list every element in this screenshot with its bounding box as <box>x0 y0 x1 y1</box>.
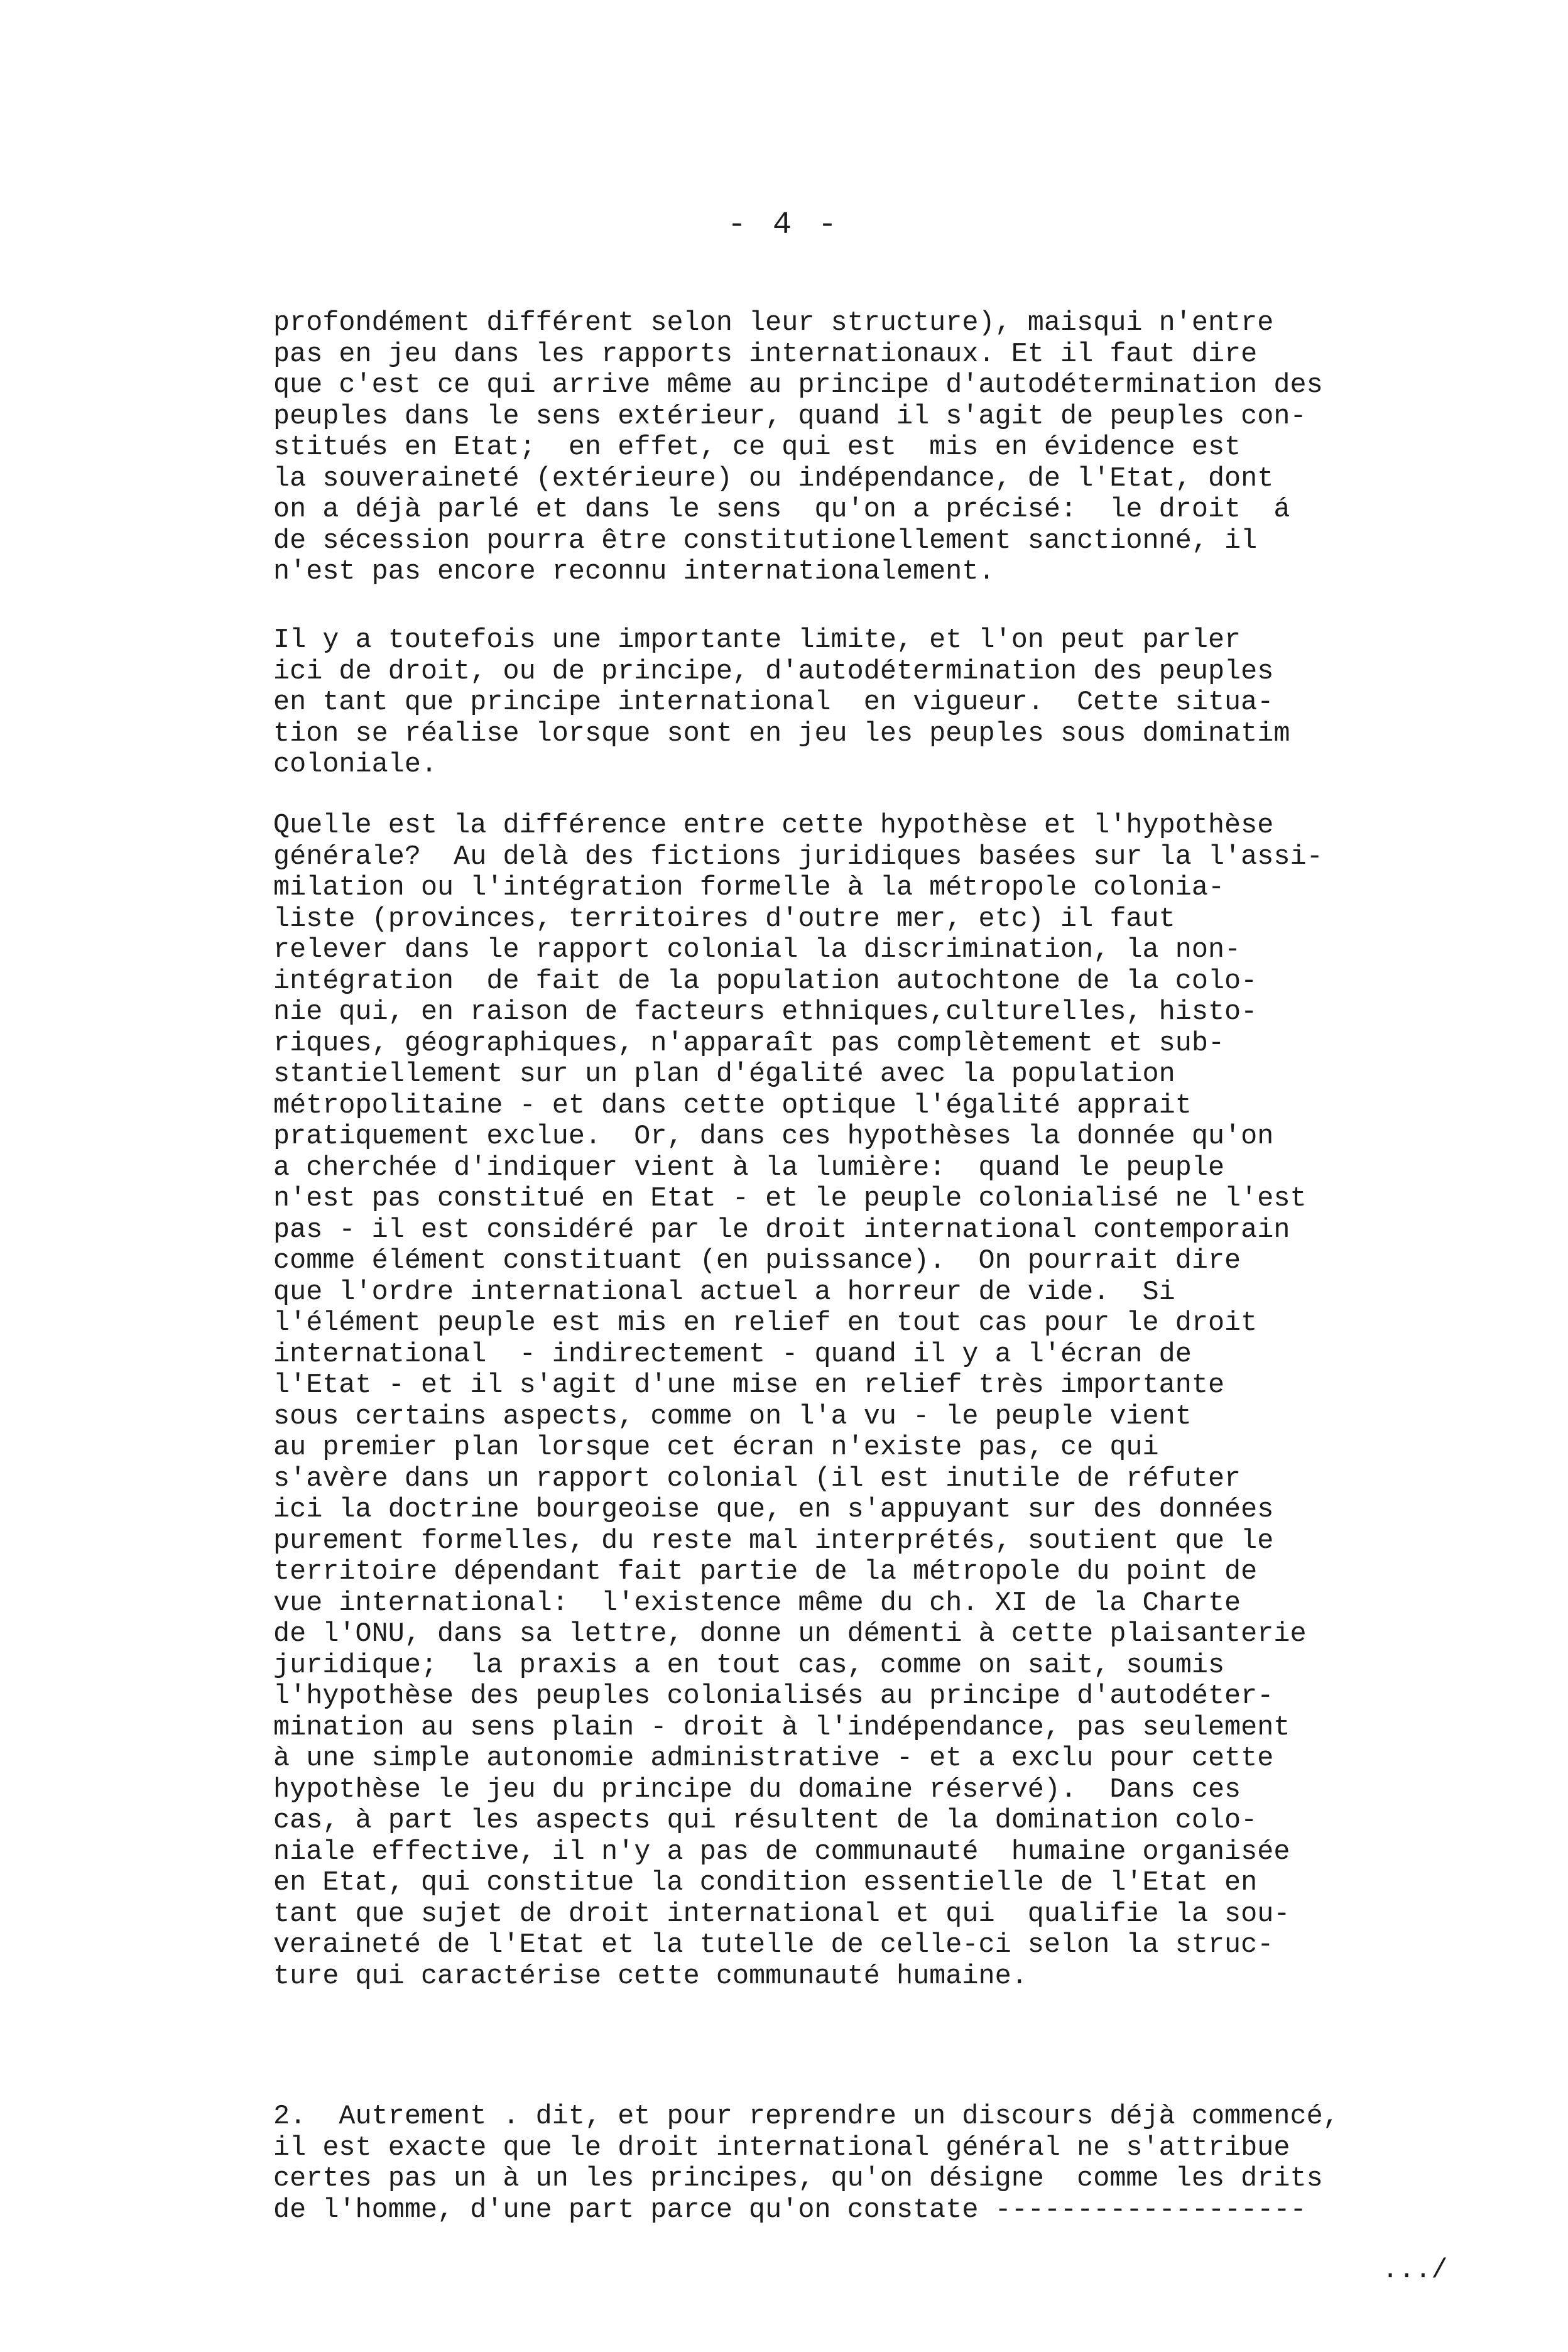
paragraph-1: profondément différent selon leur structure), maisqui n'entre pas en jeu dans les rapports internationaux. Et il faut dire que c'est ce qui arrive même au principe d'autodétermination des peuples dans le sens extérieur, quand il s'agit de peuples con- stitués en Etat; en effet, ce qui est mis en évidence est la souveraineté (extérieure) ou indépendance, de l'Etat, dont on a déjà parlé et dans le sens qu'on a précisé: le droit á de sécession pourra être constitutionellement sanctionné, il n'est pas encore reconnu internationalement. <box>273 308 1323 587</box>
paragraph-3: Quelle est la différence entre cette hypothèse et l'hypothèse générale? Au delà des fictions juridiques basées sur la l'assi- milation ou l'intégration formelle à la métropole colonia- liste (provinces, territoires d'outre mer, etc) il faut relever dans le rapport colonial la discrimination, la non- intégration de fait de la population autochtone de la colo- nie qui, en raison de facteurs ethniques,culturelles, histo- riques, géographiques, n'apparaît pas complètement et sub- stantiellement sur un plan d'égalité avec la population métropolitaine - et dans cette optique l'égalité apprait pratiquement exclue. Or, dans ces hypothèses la donnée qu'on a cherchée d'indiquer vient à la lumière: quand le peuple n'est pas constitué en Etat - et le peuple colonialisé ne l'est pas - il est considéré par le droit international contemporain comme élément constituant (en puissance). On pourrait dire que l'ordre international actuel a horreur de vide. Si l'élément peuple est mis en relief en tout cas pour le droit international - indirectement - quand il y a l'écran de l'Etat - et il s'agit d'une mise en relief très importante sous certains aspects, comme on l'a vu - le peuple vient au premier plan lorsque cet écran n'existe pas, ce qui s'avère dans un rapport colonial (il est inutile de réfuter ici la doctrine bourgeoise que, en s'appuyant sur des données purement formelles, du reste mal interprétés, soutient que le territoire dépendant fait partie de la métropole du point de vue international: l'existence même du ch. XI de la Charte de l'ONU, dans sa lettre, donne un démenti à cette plaisanterie juridique; la praxis a en tout cas, comme on sait, soumis l'hypothèse des peuples colonialisés au principe d'autodéter- mination au sens plain - droit à l'indépendance, pas seulement à une simple autonomie administrative - et a exclu pour cette hypothèse le jeu du principe du domaine réservé). Dans ces cas, à part les aspects qui résultent de la domination colo- niale effective, il n'y a pas de communauté humaine organisée en Etat, qui constitue la condition essentielle de l'Etat en tant que sujet de droit international et qui qualifie la sou- veraineté de l'Etat et la tutelle de celle-ci selon la struc- ture qui caractérise cette communauté humaine. <box>273 810 1323 1992</box>
page-number: - 4 - <box>727 207 841 243</box>
continuation-mark: .../ <box>1382 2255 1448 2286</box>
paragraph-4: 2. Autrement . dit, et pour reprendre un discours déjà commencé, il est exacte que le droit international général ne s'attribue certes pas un à un les principes, qu'on désigne comme les drits de l'homme, d'une part parce qu'on constate ------------------- <box>273 2101 1339 2226</box>
paragraph-2: Il y a toutefois une importante limite, et l'on peut parler ici de droit, ou de principe, d'autodétermination des peuples en tant que principe international en vigueur. Cette situa- tion se réalise lorsque sont en jeu les peuples sous dominatim coloniale. <box>273 625 1290 780</box>
